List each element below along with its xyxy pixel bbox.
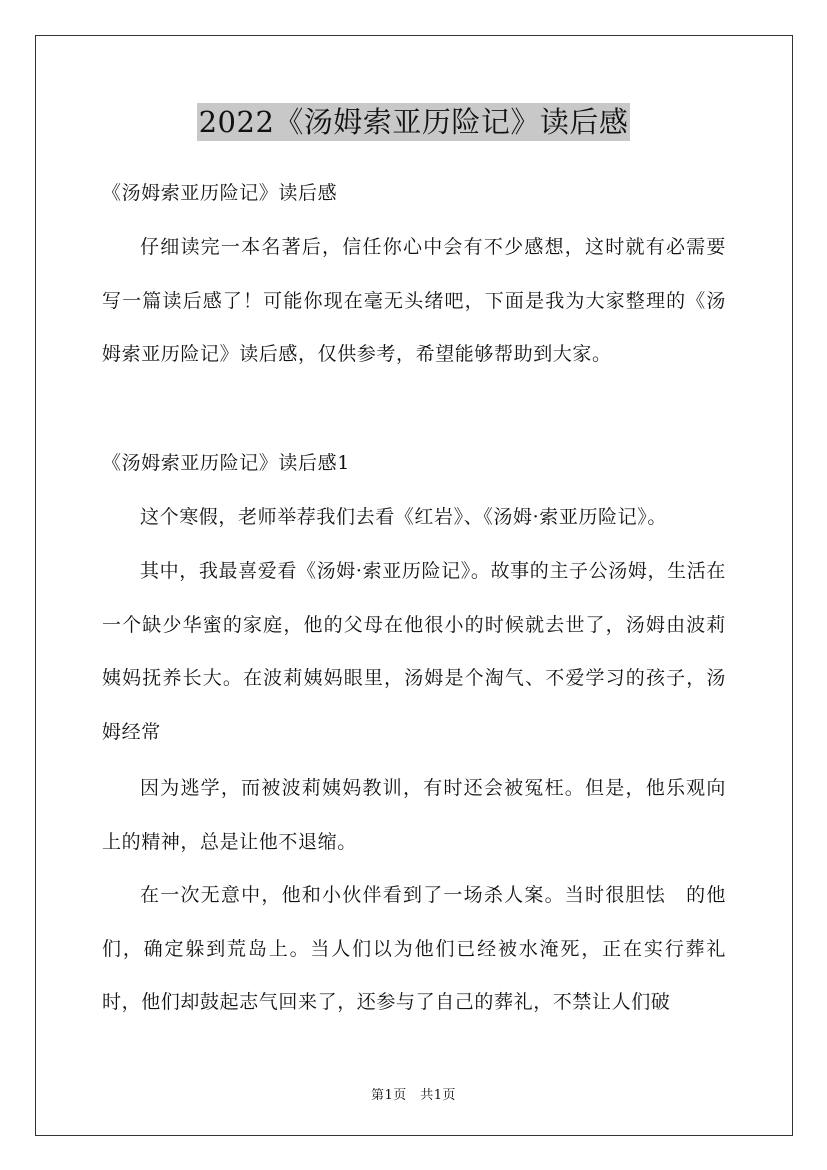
page-footer: 第1页 共1页 xyxy=(370,1088,457,1103)
document-subtitle: 《汤姆索亚历险记》读后感 xyxy=(102,182,338,204)
section-heading: 《汤姆索亚历险记》读后感1 xyxy=(102,452,350,474)
intro-paragraph: 仔细读完一本名著后，信任你心中会有不少感想，这时就有必需要写一篇读后感了！可能你现在毫无头绪吧，下面是我为大家整理的《汤姆索亚历险记》读后感，仅供参考，希望能够帮助到大家。 xyxy=(102,236,726,366)
body-paragraph: 这个寒假，老师举荐我们去看《红岩》、《汤姆·索亚历险记》。 xyxy=(140,506,667,528)
body-paragraph: 在一次无意中，他和小伙伴看到了一场杀人案。当时很胆怯 的他们，确定躲到荒岛上。当人们以为他们已经被水淹死，正在实行葬礼时，他们却鼓起志气回来了，还参与了自己的葬礼，不禁让人们破 xyxy=(102,884,726,1014)
document-title-text: 2022《汤姆索亚历险记》读后感 xyxy=(198,105,629,139)
body-paragraph: 其中，我最喜爱看《汤姆·索亚历险记》。故事的主子公汤姆，生活在一个缺少华蜜的家庭，他的父母在他很小的时候就去世了，汤姆由波莉姨妈抚养长大。在波莉姨妈眼里，汤姆是个淘气、不爱学习的孩子，汤姆经常 xyxy=(102,560,726,743)
document-title xyxy=(0,100,827,141)
body-paragraph: 因为逃学，而被波莉姨妈教训，有时还会被冤枉。但是，他乐观向上的精神，总是让他不退缩。 xyxy=(102,777,726,853)
